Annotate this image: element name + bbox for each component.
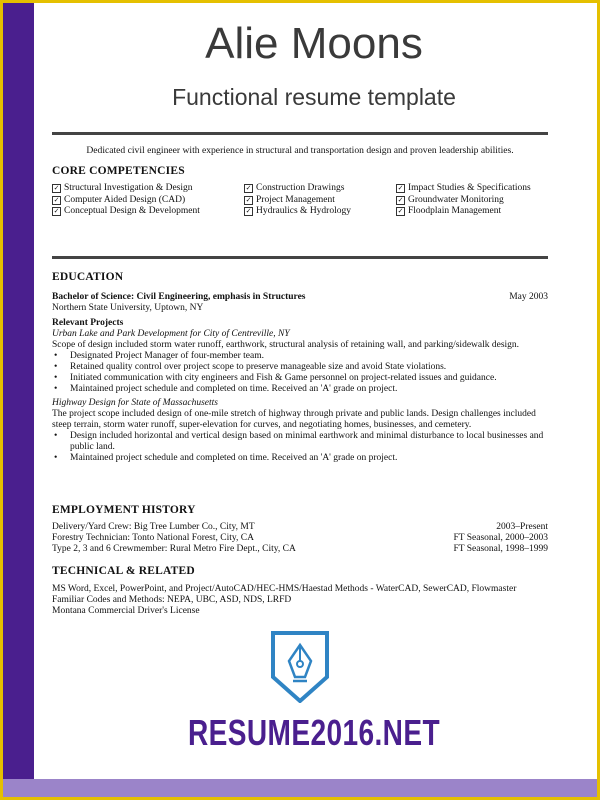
checkbox-icon: ✓ [53,184,60,192]
job-dates: FT Seasonal, 2000–2003 [453,533,548,543]
checkbox-icon: ✓ [53,195,60,204]
competencies-grid [52,183,548,216]
competency-item: ✓ Conceptual Design & Development [53,206,200,216]
technical-line: MS Word, Excel, PowerPoint, and Project/AutoCAD/HEC-HMS/Haestad Methods - WaterCAD, SewerCAD, Flowmaster [52,584,517,594]
side-accent-bar [3,3,34,797]
bullet-item: • Maintained project schedule and completed on time. Received an 'A' grade on project. [70,453,548,464]
competency-item: ✓ Project Management [245,194,335,205]
bottom-accent-bar [3,779,597,797]
checkbox-icon: ✓ [397,207,404,215]
project-description: The project scope included design of one-mile stretch of highway through private and public lands. Design challenges included steep terrain, storm water runoff, super-elevation for curves, and negotiating homes, businesses, and cemetery. [52,409,536,430]
resume-subtitle: Functional resume template [172,84,456,110]
employment-block [52,522,548,555]
project-bullets [52,431,548,464]
technical-block [52,584,548,617]
job-role: Type 2, 3 and 6 Crewmember: Rural Metro Fire Dept., City, CA [52,544,296,554]
bullet-item: • Design included horizontal and vertical design based on minimal earthwork and minimal disturbance to local businesses and public land. [70,431,548,453]
checkbox-icon: ✓ [397,195,404,204]
bullet-item: • Retained quality control over project scope to preserve manageable size and avoid State violations. [70,362,548,373]
education-heading: EDUCATION [52,271,124,283]
job-role: Delivery/Yard Crew: Big Tree Lumber Co., City, MT [52,522,255,532]
competency-item: ✓ Impact Studies & Specifications [397,183,531,193]
competency-item: ✓ Computer Aided Design (CAD) [53,194,186,205]
job-row [52,533,548,544]
checkbox-icon: ✓ [397,184,404,192]
divider-middle [52,256,548,259]
pen-nib-shield-icon [269,631,331,703]
checkbox-icon: ✓ [245,195,252,204]
bullet-item: • Maintained project schedule and completed on time. Received an 'A' grade on project. [70,384,548,395]
checkbox-icon: ✓ [245,207,252,215]
project-title: Highway Design for State of Massachusetts [52,398,218,408]
job-role: Forestry Technician: Tonto National Forest, City, CA [52,533,254,543]
job-row [52,522,548,533]
core-competencies-heading: CORE COMPETENCIES [52,165,185,177]
summary-text: Dedicated civil engineer with experience in structural and transportation design and proven leadership abilities. [86,145,514,156]
competency-item: ✓ Construction Drawings [245,183,345,193]
job-dates: 2003–Present [496,522,548,532]
degree-title: Bachelor of Science: Civil Engineering, emphasis in Structures [52,292,306,302]
competency-item: ✓ Structural Investigation & Design [53,183,193,193]
projects-heading: Relevant Projects [52,318,124,328]
employment-heading: EMPLOYMENT HISTORY [52,504,196,516]
project-title: Urban Lake and Park Development for City of Centreville, NY [52,329,290,339]
technical-line: Familiar Codes and Methods: NEPA, UBC, ASD, NDS, LRFD [52,595,292,605]
school-name: Northern State University, Uptown, NY [52,303,204,313]
brand-watermark: RESUME2016.NET [187,712,441,753]
technical-heading: TECHNICAL & RELATED [52,565,195,577]
bullet-item: • Initiated communication with city engineers and Fish & Game personnel on project-related issues and guidance. [70,373,548,384]
project-bullets [52,351,548,395]
resume-name: Alie Moons [205,19,423,68]
degree-row [52,292,548,303]
degree-date: May 2003 [509,292,548,302]
technical-line: Montana Commercial Driver's License [52,606,200,616]
project-description: Scope of design included storm water runoff, earthwork, structural analysis of retaining wall, and parking/sidewalk design. [52,340,520,350]
competency-item: ✓ Hydraulics & Hydrology [245,206,351,216]
checkbox-icon: ✓ [245,184,252,192]
education-block [52,292,548,464]
job-row [52,544,548,555]
job-dates: FT Seasonal, 1998–1999 [453,544,548,554]
competency-item: ✓ Floodplain Management [397,206,502,216]
bullet-item: • Designated Project Manager of four-member team. [70,351,548,362]
checkbox-icon: ✓ [53,207,60,215]
divider-top [52,132,548,135]
competency-item: ✓ Groundwater Monitoring [397,194,504,205]
